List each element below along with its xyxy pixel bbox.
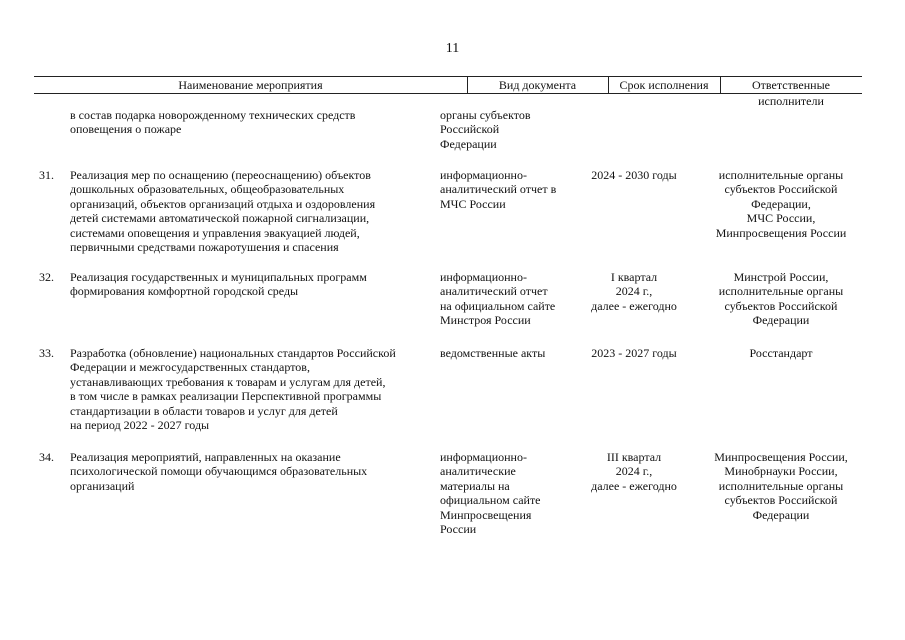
document-type: информационно- аналитический отчет в МЧС России xyxy=(440,168,557,211)
measure-name: Разработка (обновление) национальных стандартов Российской Федерации и межгосударственных стандартов, устанавливающих требования к товарам и услугам для детей, в том числе в рамках реализации Перспективной программы стандартизации в области товаров и услуг для детей на период 2022 - 2027 годы xyxy=(70,346,396,433)
responsible: Росстандарт xyxy=(749,346,813,360)
measure-name: Реализация мероприятий, направленных на оказание психологической помощи обучающимся образовательных организаций xyxy=(70,450,368,493)
measure-name: Реализация мер по оснащению (переоснащению) объектов дошкольных образовательных, общеобразовательных организаций, объектов организаций отдыха и оздоровления детей системами автоматической пожарной сигнализации, системами оповещения и управления эвакуацией людей, первичными средствами пожаротушения и спасения xyxy=(70,168,376,255)
deadline: III квартал 2024 г., далее - ежегодно xyxy=(591,450,677,493)
row-number: 32. xyxy=(39,270,54,284)
row-number: 31. xyxy=(39,168,54,182)
row-number: 34. xyxy=(39,450,54,464)
deadline: 2024 - 2030 годы xyxy=(591,168,677,182)
document-type: информационно- аналитический отчет на официальном сайте Минстроя России xyxy=(440,270,556,328)
measure-name: Реализация государственных и муниципальных программ формирования комфортной городской среды xyxy=(70,270,367,299)
responsible: Минпросвещения России, Минобрнауки России, исполнительные органы субъектов Российской Федерации xyxy=(714,450,848,522)
column-header-name: Наименование мероприятия xyxy=(178,78,323,92)
column-header-responsible: Ответственные исполнители xyxy=(752,78,830,108)
responsible: Минстрой России, исполнительные органы субъектов Российской Федерации xyxy=(718,270,844,328)
document-type: информационно- аналитические материалы на официальном сайте Минпросвещения России xyxy=(440,450,541,537)
column-header-deadline: Срок исполнения xyxy=(619,78,709,92)
deadline: I квартал 2024 г., далее - ежегодно xyxy=(591,270,677,313)
table-header xyxy=(34,76,862,108)
responsible: исполнительные органы субъектов Российской Федерации, МЧС России, Минпросвещения России xyxy=(715,168,847,240)
measure-name: в состав подарка новорожденному технических средств оповещения о пожаре xyxy=(70,108,356,137)
page-number: 11 xyxy=(445,41,460,56)
document-type: ведомственные акты xyxy=(440,346,546,360)
row-number: 33. xyxy=(39,346,54,360)
document-type: органы субъектов Российской Федерации xyxy=(440,108,531,151)
column-header-doc-type: Вид документа xyxy=(498,78,577,92)
deadline: 2023 - 2027 годы xyxy=(591,346,677,360)
